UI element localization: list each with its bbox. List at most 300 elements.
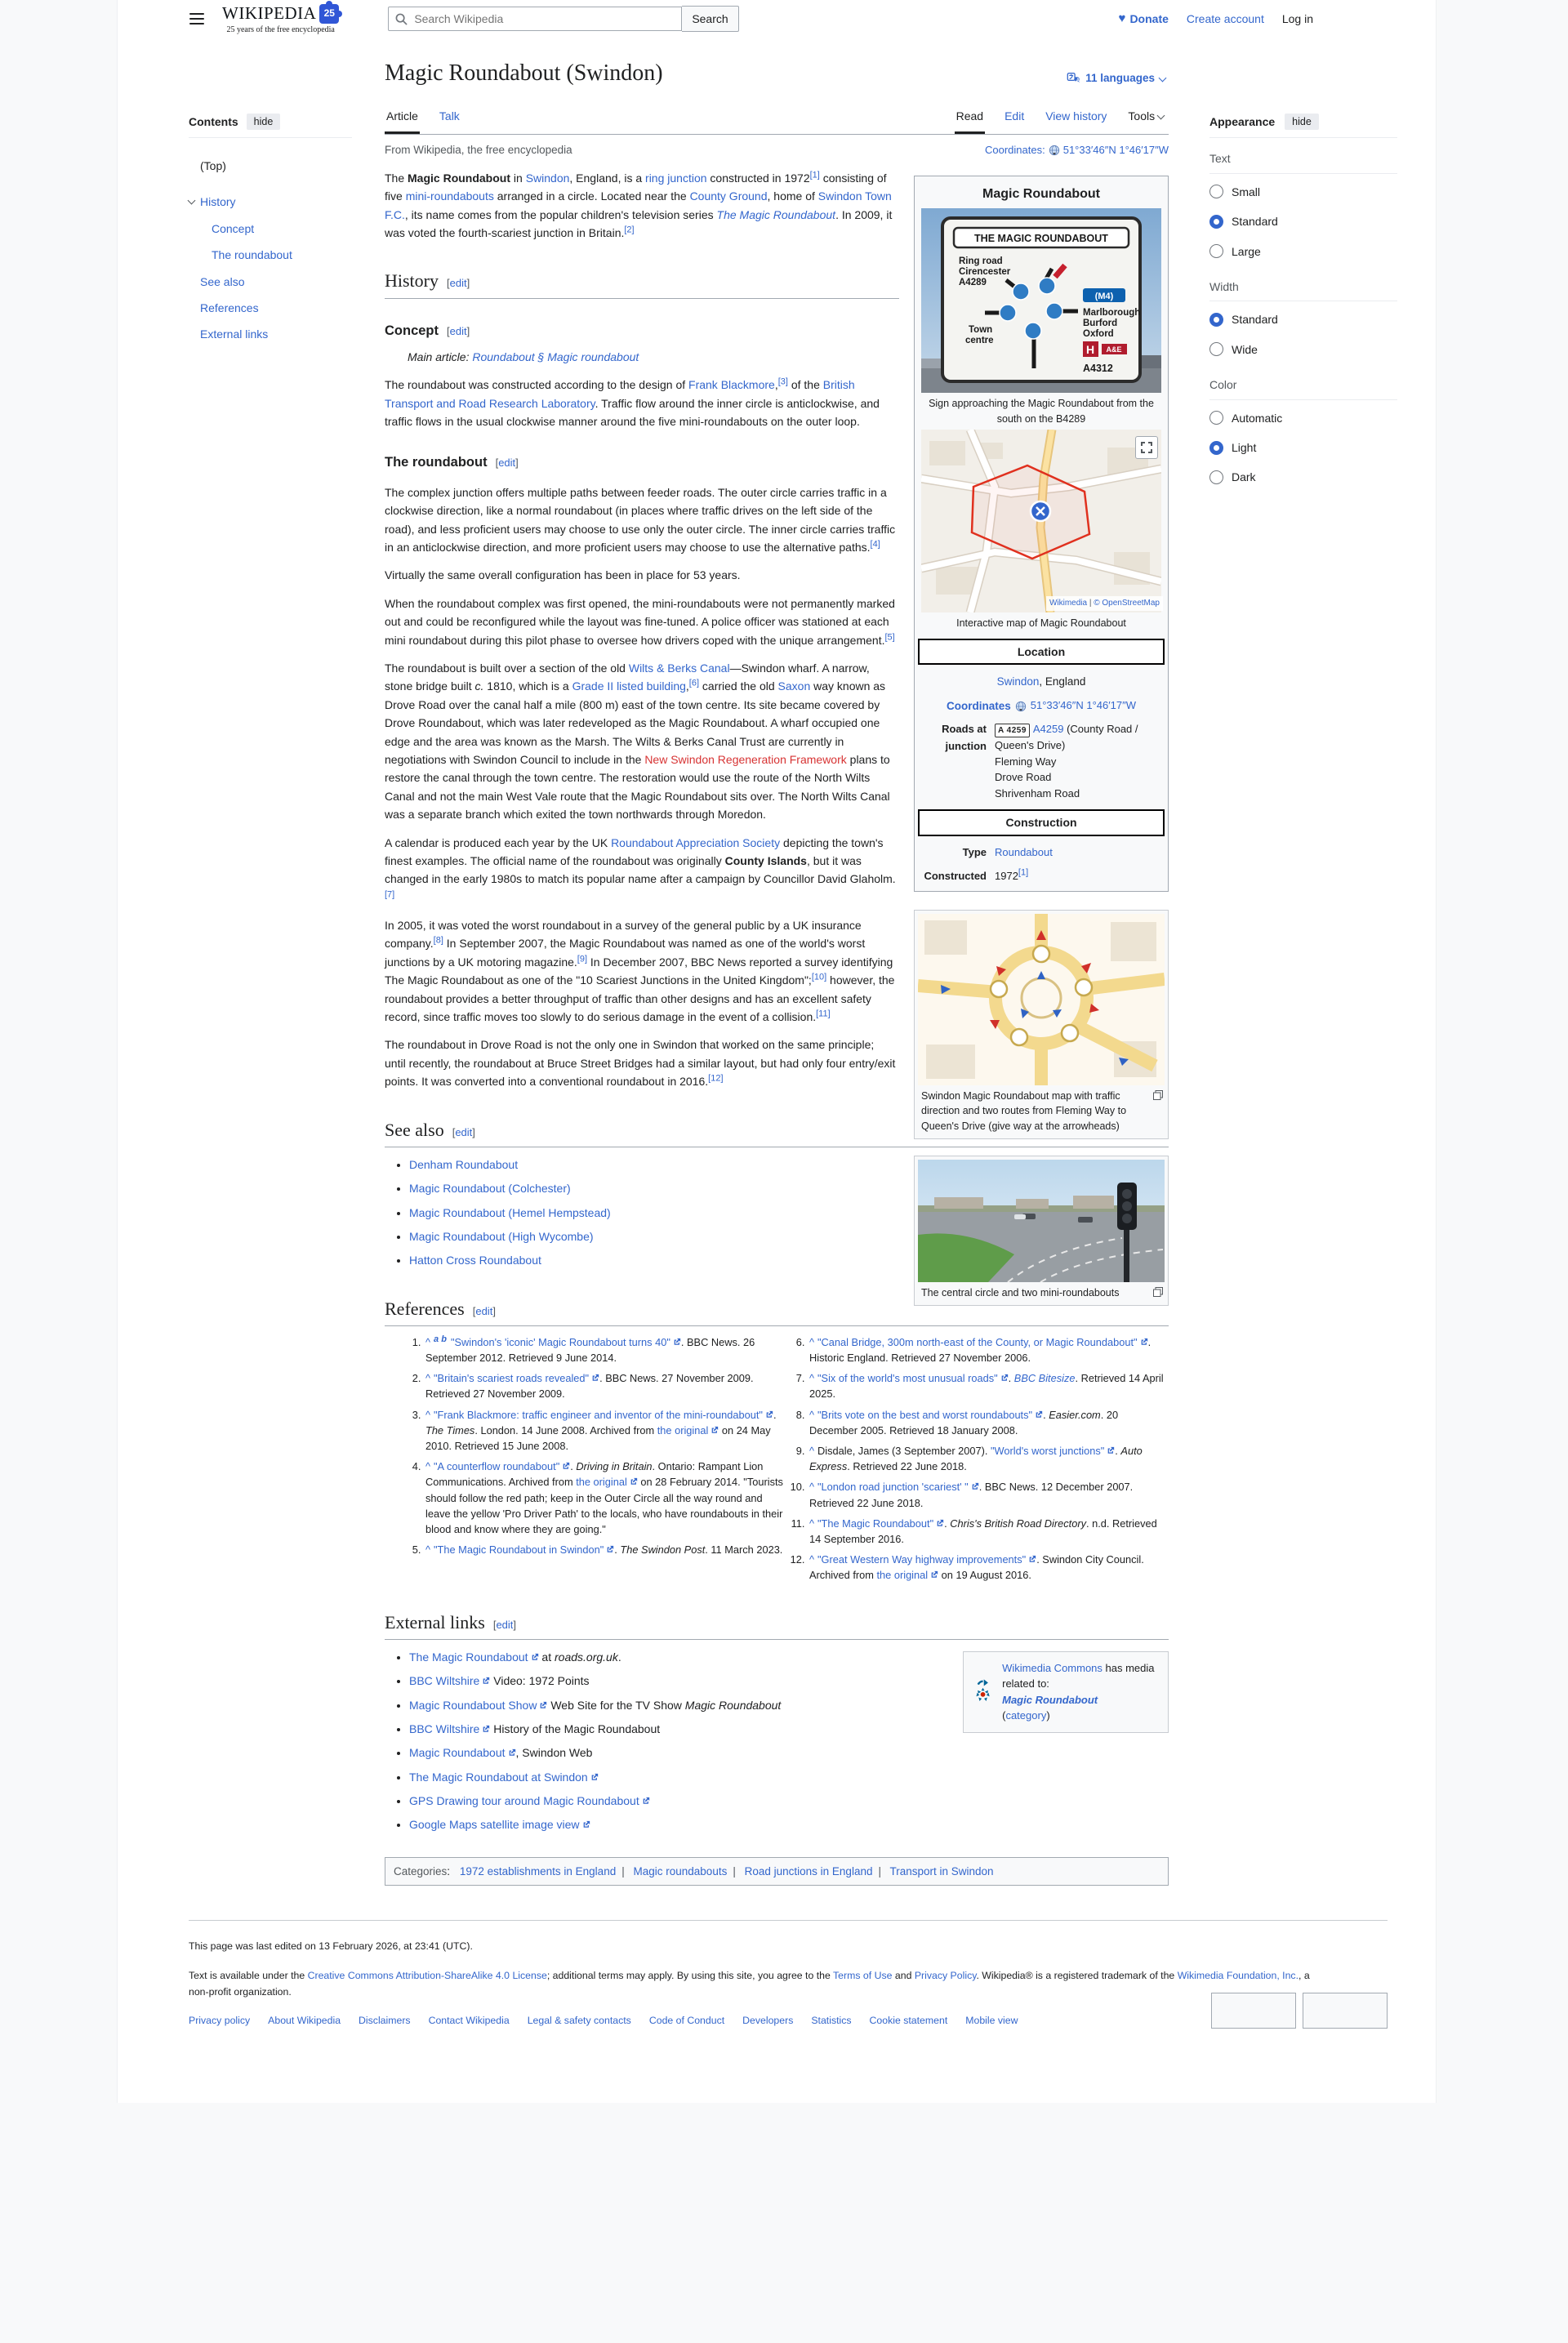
reference-item: 3. ^ "Frank Blackmore: traffic engineer and inventor of the mini-roundabout" . The Times. London. 14 June 2008. Archived from the original on 24 May 2010. Retrieved 15 June 2008. <box>424 1407 785 1454</box>
search-box[interactable] <box>388 7 682 31</box>
backlink-letters <box>434 1334 447 1344</box>
svg-text:Oxford: Oxford <box>1083 329 1114 340</box>
wiki-link[interactable]: Wikimedia Commons <box>1002 1661 1102 1674</box>
footer-link[interactable]: Legal & safety contacts <box>527 2015 631 2027</box>
wiki-link[interactable]: Magic Roundabout (Colchester) <box>409 1182 571 1196</box>
external-link-icon <box>642 1792 650 1810</box>
external-link[interactable]: Magic Roundabout <box>409 1746 516 1759</box>
categories-label-link[interactable]: Categories <box>394 1864 448 1878</box>
external-link[interactable]: the original <box>576 1476 638 1488</box>
wiki-link[interactable]: Privacy Policy <box>914 1970 977 1982</box>
toc-title: Contents <box>189 115 238 128</box>
appearance-title: Appearance <box>1209 115 1276 128</box>
reference-marker <box>689 679 699 688</box>
infobox-coordinates-link[interactable]: 51°33′46″N 1°46′17″W <box>1030 699 1137 712</box>
thumbnail-caption: Swindon Magic Roundabout map with traffic direction and two routes from Fleming Way to Queen's Drive (give way at the arrowheads) <box>918 1085 1165 1134</box>
external-link-icon <box>1140 1334 1148 1350</box>
list-item: • BBC Wiltshire Video: 1972 Points <box>409 1672 932 1690</box>
infobox-roads-row: Roads at junction A 4259 A4259 (County Road / Queen's Drive) Fleming Way Drove Road Shrivenham Road <box>942 723 1138 800</box>
reference-link[interactable]: [1] <box>809 170 820 180</box>
page-footer <box>189 1920 1388 2103</box>
reference-item: 8. ^ "Brits vote on the best and worst roundabouts" . Easier.com. 20 December 2005. Retrieved 18 January 2008. <box>808 1407 1169 1438</box>
svg-text:A: A <box>1076 78 1080 83</box>
wiki-link[interactable]: Saxon <box>777 679 811 693</box>
thumbnail-central-circle-photo[interactable] <box>914 1156 1169 1306</box>
backlink-letter[interactable]: a <box>434 1334 439 1344</box>
red-link[interactable]: New Swindon Regeneration Framework <box>644 752 847 766</box>
reference-link[interactable]: [12] <box>708 1073 724 1084</box>
infobox-location-value: Swindon, England <box>996 675 1086 688</box>
paragraph: Virtually the same overall configuration has been in place for 53 years. <box>385 568 741 582</box>
reference-link[interactable]: [7] <box>385 889 395 900</box>
italic-text: Chris's British Road Directory <box>950 1517 1086 1530</box>
reference-marker <box>816 1009 831 1018</box>
svg-text:Town: Town <box>969 325 993 336</box>
page-sheet <box>117 0 1437 2103</box>
article-tab-bar <box>385 100 1169 135</box>
article-body <box>385 169 1169 1886</box>
backlink-caret[interactable]: ^ <box>809 1553 815 1566</box>
external-link-icon <box>482 1720 490 1738</box>
intro-paragraph: The Magic Roundabout in Swindon, England, is a ring junction constructed in 1972[1] consisting of five mini-roundabouts arranged in a circle. Located near the County Ground, home of Swindon Town F.C., its name comes from the popular children's television series The Magic Roundabout. In 2009, it was voted the fourth-scariest junction in Britain.[2] <box>385 170 893 239</box>
categories-bar: Categories: 1972 establishments in England | Magic roundabouts | Road junctions in England | Transport in Swindon <box>385 1857 1169 1886</box>
reference-link[interactable]: [11] <box>816 1009 831 1019</box>
external-link[interactable]: "Canal Bridge, 300m north-east of the County, or Magic Roundabout" <box>817 1336 1148 1348</box>
reference-item: 11. ^ "The Magic Roundabout" . Chris's British Road Directory. n.d. Retrieved 14 September 2016. <box>808 1516 1169 1547</box>
bold-text: Magic Roundabout <box>408 171 511 185</box>
italic-text: Driving in Britain <box>576 1460 653 1473</box>
radio-width-wide[interactable]: Wide <box>1209 335 1397 364</box>
toc-item-concept[interactable]: Concept <box>212 221 255 235</box>
external-link[interactable]: BBC Wiltshire <box>409 1674 490 1687</box>
radio-icon[interactable] <box>1209 342 1223 356</box>
external-link-icon <box>673 1334 681 1350</box>
wikipedia-logo[interactable] <box>222 4 339 34</box>
reference-marker <box>577 954 587 964</box>
section-heading-history: History [edit] <box>385 266 899 298</box>
paragraph: The roundabout in Drove Road is not the only one in Swindon that worked on the same principle; until recently, the roundabout at Bruce Street Bridges had a similar layout, but had only four entry/exit points. It was converted into a conventional roundabout in 2016.[12] <box>385 1038 896 1089</box>
external-link-icon <box>1107 1443 1115 1459</box>
radio-icon[interactable] <box>1209 244 1223 258</box>
italic-text: Magic Roundabout <box>684 1698 782 1712</box>
backlink-caret[interactable]: ^ <box>425 1408 431 1421</box>
wiki-link[interactable]: Magic Roundabout (High Wycombe) <box>409 1229 594 1243</box>
infobox-location-header: Location <box>918 639 1165 665</box>
reference-marker <box>871 539 880 549</box>
external-link-icon <box>930 1567 938 1583</box>
backlink-caret[interactable]: ^ <box>425 1543 431 1557</box>
road-sign-image[interactable] <box>921 208 1161 393</box>
list-item <box>409 1768 932 1786</box>
external-link-icon <box>508 1744 516 1762</box>
wiki-link[interactable]: Swindon <box>525 171 570 185</box>
toc-item-see-also[interactable]: See also <box>200 274 245 288</box>
toc-item-external-links[interactable]: External links <box>200 327 269 341</box>
commons-logo <box>973 1675 992 1709</box>
reference-link[interactable]: [3] <box>777 376 788 387</box>
footer-links <box>189 2013 1388 2029</box>
language-icon <box>1067 72 1080 85</box>
backlink-caret[interactable]: ^ <box>809 1408 815 1421</box>
footer-link[interactable]: Contact Wikipedia <box>428 2015 510 2027</box>
category-link[interactable]: 1972 establishments in England <box>459 1864 617 1878</box>
radio-text-small[interactable]: Small <box>1209 177 1397 207</box>
footer-link[interactable]: Disclaimers <box>359 2015 411 2027</box>
section-heading-references: References [edit] <box>385 1294 1169 1326</box>
external-link[interactable]: "Swindon's 'iconic' Magic Roundabout turns 40" <box>451 1336 681 1348</box>
reference-marker <box>385 889 394 899</box>
tab-talk[interactable]: Talk <box>439 109 460 122</box>
powered-by-mediawiki-badge[interactable] <box>1303 1993 1388 2029</box>
wiki-link[interactable]: Magic Roundabout <box>1002 1693 1098 1706</box>
italic-text: c. <box>474 679 484 693</box>
svg-text:Burford: Burford <box>1083 318 1118 329</box>
thumbnail-caption: The central circle and two mini-roundabouts <box>918 1282 1165 1302</box>
external-link-icon <box>936 1516 944 1531</box>
list-item: • The Magic Roundabout at roads.org.uk. <box>409 1648 932 1666</box>
references-list <box>385 1334 1169 1584</box>
external-link-icon <box>606 1542 614 1557</box>
external-link-icon <box>590 1768 599 1786</box>
languages-button[interactable]: A 11 languages <box>1067 69 1169 92</box>
reference-link[interactable]: [5] <box>884 631 895 642</box>
wiki-link[interactable]: Frank Blackmore <box>688 378 775 392</box>
list-item: • Magic Roundabout , Swindon Web <box>409 1744 932 1762</box>
coordinates-label-link[interactable]: Coordinates: <box>985 143 1045 156</box>
external-link-icon <box>710 1423 719 1438</box>
toc-item-history[interactable]: History <box>189 189 352 215</box>
reference-marker <box>810 170 820 180</box>
roundabout-type-link[interactable]: Roundabout <box>995 845 1053 858</box>
svg-text:A4289: A4289 <box>959 278 987 288</box>
thumbnail-roundabout-map[interactable] <box>914 910 1169 1138</box>
reference-marker <box>778 377 788 387</box>
reference-link[interactable]: [6] <box>688 678 700 688</box>
site-subtitle: From Wikipedia, the free encyclopedia <box>385 144 572 157</box>
reference-link[interactable]: [8] <box>433 935 443 946</box>
external-link[interactable]: the original <box>657 1424 719 1437</box>
reference-item: 12. ^ "Great Western Way highway improvements" . Swindon City Council. Archived from the original on 19 August 2016. <box>808 1552 1169 1583</box>
coordinates-header <box>985 141 1169 159</box>
site-header <box>118 0 1436 38</box>
wiki-link[interactable]: Swindon Town F.C. <box>385 189 892 221</box>
footer-link[interactable]: Privacy policy <box>189 2015 251 2027</box>
reference-link[interactable]: [10] <box>811 972 827 982</box>
backlink-caret[interactable]: ^ <box>425 1335 431 1348</box>
paragraph: The roundabout was constructed according to the design of Frank Blackmore,[3] of the British Transport and Road Research Laboratory. Traffic flow around the inner circle is anticlockwise, and traffic flows in the usual clockwise manner around the five mini-roundabouts on the outer loop. <box>385 376 880 429</box>
external-link-icon <box>1000 1370 1009 1386</box>
infobox-title: Magic Roundabout <box>982 186 1100 201</box>
hatnote: Main article: Roundabout § Magic roundabout <box>408 350 639 363</box>
paragraph: The complex junction offers multiple paths between feeder roads. The outer circle carries traffic in a clockwise direction, like a normal roundabout (in places where traffic drives on the left side of the road), and less proficient users may choose to use only the outer circle. The inner circle carries traffic in an anticlockwise direction, and more proficient users may choose to use the alternative paths.[4] <box>385 485 896 555</box>
svg-text:THE MAGIC ROUNDABOUT: THE MAGIC ROUNDABOUT <box>974 233 1108 245</box>
external-link-icon <box>971 1479 979 1494</box>
external-link[interactable]: GPS Drawing tour around Magic Roundabout <box>409 1794 650 1807</box>
edit-link[interactable]: edit <box>475 1304 493 1317</box>
menu-icon[interactable] <box>189 13 204 24</box>
wiki-link[interactable]: County Ground <box>689 189 768 203</box>
backlink-caret[interactable]: ^ <box>809 1372 815 1385</box>
table-of-contents <box>189 113 352 348</box>
external-link[interactable]: "Brits vote on the best and worst roundabouts" <box>817 1409 1043 1421</box>
fullscreen-icon[interactable] <box>1135 436 1158 459</box>
wikimedia-attribution-link[interactable]: Wikimedia <box>1049 598 1088 608</box>
backlink-caret[interactable]: ^ <box>809 1335 815 1348</box>
chevron-down-icon <box>1159 73 1167 82</box>
svg-text:Ring road: Ring road <box>959 256 1003 267</box>
italic-text: roads.org.uk <box>555 1650 618 1664</box>
external-link-icon <box>539 1696 547 1714</box>
italic-text: The Swindon Post <box>620 1543 706 1557</box>
wiki-link[interactable]: Creative Commons Attribution-ShareAlike 4.0 License <box>307 1970 547 1982</box>
footer-link[interactable]: Developers <box>742 2015 794 2027</box>
wiki-link[interactable]: Terms of Use <box>833 1970 893 1982</box>
reference-item: 5. ^ "The Magic Roundabout in Swindon" . The Swindon Post. 11 March 2023. <box>424 1542 785 1557</box>
external-link[interactable]: "The Magic Roundabout" <box>817 1517 944 1530</box>
wiki-link[interactable]: Roundabout § Magic roundabout <box>472 350 639 363</box>
appearance-group-width: Width Standard Wide <box>1209 278 1397 364</box>
svg-text:A&E: A&E <box>1106 345 1122 354</box>
user-links <box>1119 9 1436 29</box>
external-link[interactable]: the original <box>877 1569 939 1581</box>
list-item <box>409 1815 932 1833</box>
reference-link[interactable]: [1] <box>1018 867 1029 878</box>
search-button[interactable]: Search <box>682 6 738 32</box>
italic-text: Auto Express <box>809 1445 1143 1473</box>
paragraph: A calendar is produced each year by the UK Roundabout Appreciation Society depicting the town's finest examples. The official name of the roundabout was originally County Islands, but it was changed in the early 1980s to match its popular name after a campaign by Councillor David Glaholm.[7] <box>385 835 896 900</box>
footer-link[interactable]: Statistics <box>811 2015 852 2027</box>
radio-icon[interactable] <box>1209 470 1223 484</box>
edit-link[interactable]: edit <box>449 277 467 290</box>
a4259-link[interactable]: A4259 <box>1032 723 1064 736</box>
wiki-link[interactable]: Hatton Cross Roundabout <box>409 1254 541 1267</box>
license-note: Text is available under the Creative Commons Attribution-ShareAlike 4.0 License; additional terms may apply. By using this site, you agree to the Terms of Use and Privacy Policy. Wikipedia® is a registered trademark of the Wikimedia Foundation, Inc., a non-profit organization. <box>189 1970 1310 1998</box>
list-item: • Magic Roundabout Show Web Site for the TV Show Magic Roundabout <box>409 1696 932 1714</box>
map-caption: Interactive map of Magic Roundabout <box>956 617 1126 629</box>
external-link[interactable]: "Great Western Way highway improvements" <box>817 1553 1036 1566</box>
svg-text:(M4): (M4) <box>1094 292 1114 302</box>
tab-tools[interactable]: Tools <box>1126 100 1169 134</box>
reference-item: 4. ^ "A counterflow roundabout" . Driving in Britain. Ontario: Rampant Lion Communications. Archived from the original on 28 February 2014. "Tourists should follow the red path; keep in the Outer Circle all the way round and leave the yellow 'Pro Driver Path' to the locals, who have roundabouts in their blood and know where they are going." <box>424 1459 785 1537</box>
external-link-icon <box>531 1648 539 1666</box>
radio-icon[interactable] <box>1209 215 1223 229</box>
section-heading-see-also: See also [edit] <box>385 1116 1169 1147</box>
external-link[interactable]: "Six of the world's most unusual roads" <box>817 1372 1009 1384</box>
appearance-group-color: Color Automatic Light Dark <box>1209 376 1397 492</box>
category-link[interactable]: Road junctions in England <box>744 1864 873 1878</box>
external-link[interactable]: "A counterflow roundabout" <box>434 1460 570 1472</box>
last-edited-note: This page was last edited on 13 February 2026, at 23:41 (UTC). <box>189 1940 473 1953</box>
italic-text: The Times <box>425 1423 475 1437</box>
external-link[interactable]: Google Maps satellite image view <box>409 1818 590 1831</box>
external-link-icon <box>1028 1552 1036 1567</box>
edit-link[interactable]: edit <box>498 457 516 470</box>
commons-box <box>963 1651 1169 1733</box>
wiki-link[interactable]: category <box>1005 1709 1047 1722</box>
external-link[interactable]: "Britain's scariest roads revealed" <box>434 1372 599 1384</box>
appearance-group-text: Text Small Standard Large <box>1209 149 1397 266</box>
page-title: Magic Roundabout (Swindon) <box>385 60 663 86</box>
backlink-caret[interactable]: ^ <box>809 1517 815 1530</box>
external-link[interactable]: The Magic Roundabout <box>409 1650 539 1664</box>
radio-text-standard[interactable]: Standard <box>1209 207 1397 236</box>
toc-item-the-roundabout[interactable]: The roundabout <box>212 248 292 262</box>
reference-link[interactable]: [4] <box>870 539 880 550</box>
search-input[interactable] <box>412 11 681 26</box>
edit-link[interactable]: edit <box>455 1125 473 1138</box>
globe-icon <box>1015 701 1027 712</box>
wiki-link[interactable]: ring junction <box>645 171 707 185</box>
appearance-panel <box>1209 113 1397 492</box>
infobox-constructed-row: Constructed 1972[1] <box>924 867 1029 882</box>
tab-article[interactable]: Article <box>385 100 420 134</box>
wikipedia-wordmark: WIKIPEDIA <box>222 2 317 23</box>
chevron-down-icon[interactable] <box>188 197 196 205</box>
wiki-link[interactable]: Grade II listed building <box>572 679 686 693</box>
heart-icon: ♥ <box>1118 11 1126 25</box>
section-heading-external-links: External links [edit] <box>385 1608 1169 1640</box>
reference-link[interactable]: [9] <box>577 954 588 964</box>
wikimedia-foundation-badge[interactable] <box>1211 1993 1296 2029</box>
footer-link[interactable]: Mobile view <box>965 2015 1018 2027</box>
external-link-icon <box>765 1407 773 1423</box>
external-link-icon <box>562 1459 570 1474</box>
globe-icon <box>1049 145 1060 156</box>
external-link[interactable]: The Magic Roundabout at Swindon <box>409 1771 599 1784</box>
infobox-construction-header: Construction <box>918 809 1165 835</box>
footer-link[interactable]: About Wikipedia <box>268 2015 341 2027</box>
list-item <box>409 1792 932 1810</box>
login-link[interactable]: Log in <box>1281 11 1313 25</box>
coordinates-value-link[interactable]: 51°33′46″N 1°46′17″W <box>1062 143 1169 156</box>
donate-link[interactable]: ♥ Donate <box>1119 9 1169 29</box>
reference-item: 2. ^ "Britain's scariest roads revealed" . BBC News. 27 November 2009. Retrieved 27 November 2009. <box>424 1370 785 1401</box>
external-links-list <box>391 1648 932 1834</box>
infobox-type-row: Type Roundabout <box>962 845 1053 858</box>
reference-marker <box>884 632 894 642</box>
footer-link[interactable]: Cookie statement <box>869 2015 948 2027</box>
wiki-link[interactable]: Wilts & Berks Canal <box>628 661 730 675</box>
edit-link[interactable]: edit <box>449 324 467 337</box>
osm-attribution-link[interactable]: © OpenStreetMap <box>1094 598 1160 608</box>
appearance-hide-button[interactable]: hide <box>1285 114 1319 130</box>
reference-item: 9. ^ Disdale, James (3 September 2007). "World's worst junctions" . Auto Express. Retrieved 22 June 2018. <box>808 1443 1169 1474</box>
backlink-caret[interactable]: ^ <box>809 1445 815 1458</box>
swindon-link[interactable]: Swindon <box>996 675 1040 688</box>
external-link[interactable]: "London road junction 'scariest' " <box>817 1481 979 1493</box>
enlarge-icon[interactable] <box>1153 1286 1163 1301</box>
reference-marker <box>708 1074 723 1084</box>
tab-read[interactable]: Read <box>955 100 985 134</box>
external-link[interactable]: "Frank Blackmore: traffic engineer and inventor of the mini-roundabout" <box>434 1409 773 1421</box>
chevron-down-icon <box>1157 111 1165 119</box>
interactive-map[interactable] <box>918 430 1165 612</box>
category-link[interactable]: Transport in Swindon <box>889 1864 994 1878</box>
toc-hide-button[interactable]: hide <box>247 114 281 130</box>
radio-color-dark[interactable]: Dark <box>1209 462 1397 492</box>
reference-link[interactable]: [2] <box>624 225 635 235</box>
search-bar <box>388 6 738 32</box>
external-link-icon <box>482 1672 490 1690</box>
create-account-link[interactable]: Create account <box>1186 11 1264 25</box>
paragraph: In 2005, it was voted the worst roundabout in a survey of the general public by a UK insurance company.[8] In September 2007, the Magic Roundabout was named as one of the world's worst junctions by a UK motoring magazine.[9] In December 2007, BBC News reported a survey identifying The Magic Roundabout as one of the "10 Scariest Junctions in the United Kingdom";[10] however, the roundabout provides a better throughput of traffic than other designs and has an excellent safety record, since traffic moves too slowly to do serious damage in the event of a collision.[11] <box>385 919 895 1024</box>
footer-link[interactable]: Code of Conduct <box>648 2015 725 2027</box>
commons-text: Wikimedia Commons has media related to: Magic Roundabout (category) <box>1002 1661 1155 1722</box>
bold-text: County Islands <box>724 853 807 867</box>
radio-icon[interactable] <box>1209 185 1223 198</box>
backlink-letter[interactable]: b <box>441 1334 447 1344</box>
external-link-icon <box>591 1370 599 1386</box>
search-icon <box>395 13 408 25</box>
wiki-link[interactable]: BBC Bitesize <box>1013 1372 1076 1385</box>
wiki-link[interactable]: Roundabout Appreciation Society <box>611 835 781 849</box>
external-link-icon <box>1035 1407 1043 1423</box>
external-link-icon <box>630 1474 638 1490</box>
radio-width-standard[interactable]: Standard <box>1209 305 1397 334</box>
tab-view-history[interactable]: View history <box>1045 109 1107 122</box>
toc-item-top[interactable]: (Top) <box>200 159 226 173</box>
section-heading-the-roundabout: The roundabout [edit] <box>385 455 519 470</box>
external-link[interactable]: Magic Roundabout Show <box>409 1699 547 1712</box>
svg-text:A4312: A4312 <box>1083 363 1113 375</box>
toc-item-references[interactable]: References <box>200 301 259 314</box>
wiki-link[interactable]: Denham Roundabout <box>409 1157 519 1171</box>
infobox-coordinates: Coordinates 51°33′46″N 1°46′17″W <box>918 694 1165 719</box>
external-link[interactable]: "World's worst junctions" <box>991 1445 1115 1457</box>
road-badge: A 4259 <box>995 724 1030 737</box>
paragraph: When the roundabout complex was first opened, the mini-roundabouts were not permanently marked out and could be reconfigured while the layout was fine-tuned. A police officer was stationed at each mini roundabout during this pilot phase to oversee how drivers coped with the unique arrangement.[5] <box>385 596 895 647</box>
tab-edit[interactable]: Edit <box>1004 109 1025 122</box>
reference-item: 7. ^ "Six of the world's most unusual roads" . BBC Bitesize. Retrieved 14 April 2025. <box>808 1370 1169 1401</box>
backlink-caret[interactable]: ^ <box>425 1372 431 1385</box>
category-link[interactable]: Magic roundabouts <box>633 1864 728 1878</box>
infobox <box>914 176 1169 893</box>
svg-text:Cirencester: Cirencester <box>959 267 1011 278</box>
svg-text:Marlborough: Marlborough <box>1083 308 1141 318</box>
main-content <box>385 38 1169 1886</box>
reference-marker <box>624 225 634 234</box>
radio-color-automatic[interactable]: Automatic <box>1209 403 1397 433</box>
svg-text:centre: centre <box>965 336 994 346</box>
enlarge-icon[interactable] <box>1153 1089 1163 1104</box>
external-link[interactable]: BBC Wiltshire <box>409 1722 490 1735</box>
radio-icon[interactable] <box>1209 441 1223 455</box>
reference-item: 1. ^ $^{a b}$ "Swindon's 'iconic' Magic Roundabout turns 40" . BBC News. 26 September 2012. Retrieved 9 June 2014. <box>424 1334 785 1365</box>
paragraph: The roundabout is built over a section of the old Wilts & Berks Canal—Swindon wharf. A narrow, stone bridge built c. 1810, which is a Grade II listed building,[6] carried the old Saxon way known as Drove Road over the canal half a mile (800 m) east of the town centre. Its site became covered by Drove Roundabout, which was later redeveloped as the Magic Roundabout. A wharf occupied one edge and the area was known as the Marsh. The Wilts & Berks Canal Trust are currently in negotiations with Swindon Council to include in the New Swindon Regeneration Framework plans to restore the canal through the town centre. The restoration would use the route of the North Wilts Canal and not the main West Vale route that the Magic Roundabout sits over. The North Wilts Canal was a separate branch which exited the town northwards through Moredon. <box>385 661 890 822</box>
wiki-link[interactable]: The Magic Roundabout <box>716 207 836 221</box>
radio-icon[interactable] <box>1209 313 1223 327</box>
backlink-caret[interactable]: ^ <box>809 1481 815 1494</box>
wiki-link[interactable]: mini-roundabouts <box>405 189 494 203</box>
wikipedia-logo-badge: 25 <box>319 4 339 24</box>
reference-item: 10. ^ "London road junction 'scariest' " . BBC News. 12 December 2007. Retrieved 22 June 2018. <box>808 1479 1169 1510</box>
map-attribution: Wikimedia | © OpenStreetMap <box>1046 596 1163 611</box>
radio-text-large[interactable]: Large <box>1209 237 1397 266</box>
wiki-link[interactable]: British Transport and Road Research Laboratory <box>385 378 855 410</box>
wiki-link[interactable]: Magic Roundabout (Hemel Hempstead) <box>409 1205 611 1219</box>
reference-item: 6. ^ "Canal Bridge, 300m north-east of the County, or Magic Roundabout" . Historic England. Retrieved 27 November 2006. <box>808 1334 1169 1365</box>
edit-link[interactable]: edit <box>496 1618 514 1631</box>
list-item: • BBC Wiltshire History of the Magic Roundabout <box>409 1720 932 1738</box>
section-heading-concept: Concept [edit] <box>385 323 470 338</box>
italic-text: Easier.com <box>1049 1408 1101 1421</box>
backlink-caret[interactable]: ^ <box>425 1460 431 1473</box>
radio-color-light[interactable]: Light <box>1209 433 1397 462</box>
external-link[interactable]: "The Magic Roundabout in Swindon" <box>434 1543 614 1556</box>
wikipedia-tagline: 25 years of the free encyclopedia <box>226 24 335 34</box>
radio-icon[interactable] <box>1209 411 1223 425</box>
wiki-link[interactable]: Wikimedia Foundation, Inc. <box>1177 1970 1299 1982</box>
